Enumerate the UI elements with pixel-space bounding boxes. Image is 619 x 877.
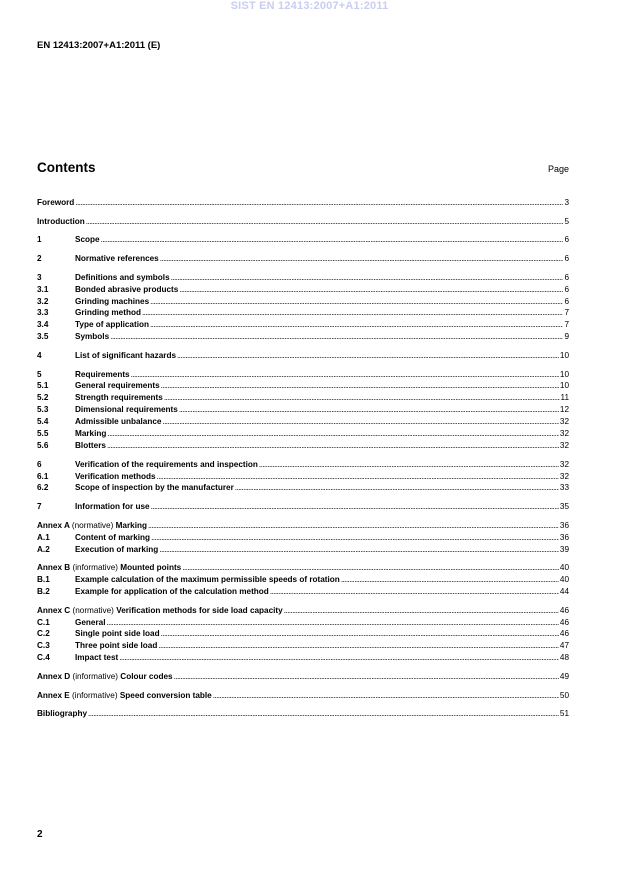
toc-entry-4[interactable]	[37, 351, 569, 363]
toc-entry-c-2[interactable]	[37, 629, 569, 641]
toc-entry-page: 51	[559, 709, 569, 719]
toc-entry-label: Single point side load	[75, 629, 160, 639]
toc-entry-page: 48	[559, 653, 569, 663]
toc-entry-page: 6	[564, 235, 569, 245]
toc-entry-number: A.1	[37, 532, 50, 542]
toc-entry-annex-b[interactable]	[37, 563, 569, 575]
toc-entry-label: Requirements	[75, 369, 130, 379]
toc-entry-number: B.1	[37, 575, 50, 585]
toc-entry-number: B.2	[37, 587, 50, 597]
document-id: EN 12413:2007+A1:2011 (E)	[37, 40, 161, 51]
toc-entry-5-6[interactable]	[37, 441, 569, 453]
toc-entry-label: Normative references	[75, 254, 159, 264]
toc-entry-a-1[interactable]	[37, 533, 569, 545]
toc-entry-3-1[interactable]	[37, 285, 569, 297]
toc-entry-label: Definitions and symbols	[75, 272, 170, 282]
toc-entry-number: 7	[37, 502, 42, 512]
toc-entry-page: 46	[559, 617, 569, 627]
toc-entry-label: Grinding machines	[75, 296, 150, 306]
toc-entry-label: Information for use	[75, 502, 150, 512]
toc-entry-number: 5.5	[37, 429, 49, 439]
toc-entry-label: Blotters	[75, 440, 106, 450]
toc-entry-label: Marking	[75, 429, 107, 439]
toc-entry-page: 33	[559, 483, 569, 493]
page-number: 2	[37, 829, 43, 840]
toc-annex-heading: Annex A (normative) Marking	[37, 520, 147, 530]
toc-entry-number: 3.3	[37, 308, 49, 318]
toc-entry-page: 35	[559, 502, 569, 512]
toc-entry-bibliography[interactable]	[37, 709, 569, 721]
toc-entry-label: Example for application of the calculation method	[75, 587, 269, 597]
toc-entry-5-1[interactable]	[37, 381, 569, 393]
toc-entry-number: 5	[37, 369, 42, 379]
toc-entry-label: Impact test	[75, 653, 119, 663]
toc-entry-3[interactable]	[37, 273, 569, 285]
toc-entry-label: Content of marking	[75, 532, 151, 542]
toc-entry-page: 6	[564, 284, 569, 294]
toc-entry-5-2[interactable]	[37, 393, 569, 405]
toc-entry-number: 1	[37, 235, 42, 245]
toc-entry-label: Bonded abrasive products	[75, 284, 179, 294]
toc-entry-page: 7	[564, 320, 569, 330]
toc-entry-5[interactable]	[37, 370, 569, 382]
toc-annex-heading: Annex B (informative) Mounted points	[37, 563, 182, 573]
toc-entry-page: 6	[564, 254, 569, 264]
toc-entry-annex-d[interactable]	[37, 672, 569, 684]
toc-entry-number: 5.3	[37, 405, 49, 415]
toc-entry-page: 10	[559, 369, 569, 379]
toc-annex-heading: Annex D (informative) Colour codes	[37, 671, 173, 681]
toc-entry-page: 3	[564, 198, 569, 207]
toc-entry-5-5[interactable]	[37, 429, 569, 441]
toc-entry-label: Scope	[75, 235, 100, 245]
toc-entry-annex-c[interactable]	[37, 606, 569, 618]
toc-entry-label: Dimensional requirements	[75, 405, 178, 415]
toc-entry-label: List of significant hazards	[75, 350, 176, 360]
toc-entry-page: 39	[559, 544, 569, 554]
toc-entry-number: 3.5	[37, 332, 49, 342]
toc-entry-page: 5	[564, 216, 569, 226]
watermark: SIST EN 12413:2007+A1:2011	[230, 0, 389, 12]
toc-entry-7[interactable]	[37, 502, 569, 514]
toc-entry-number: C.3	[37, 641, 50, 651]
toc-entry-page: 40	[559, 563, 569, 573]
toc-entry-number: 4	[37, 350, 42, 360]
toc-entry-number: 3.4	[37, 320, 49, 330]
toc-entry-label: Strength requirements	[75, 393, 163, 403]
toc-entry-label: Execution of marking	[75, 544, 159, 554]
toc-entry-3-4[interactable]	[37, 320, 569, 332]
toc-entry-page: 49	[559, 671, 569, 681]
toc-entry-page: 6	[564, 296, 569, 306]
toc-entry-foreword[interactable]	[37, 198, 569, 210]
toc-annex-heading: Annex C (normative) Verification methods for side load capacity	[37, 605, 283, 615]
toc-entry-number: 5.1	[37, 381, 49, 391]
toc-entry-page: 50	[559, 690, 569, 700]
toc-entry-number: 6	[37, 459, 42, 469]
toc-entry-b-2[interactable]	[37, 587, 569, 599]
toc-entry-annex-e[interactable]	[37, 691, 569, 703]
toc-entry-page: 40	[559, 575, 569, 585]
page-column-label: Page	[547, 164, 569, 174]
toc-entry-page: 32	[559, 417, 569, 427]
toc-entry-annex-a[interactable]	[37, 521, 569, 533]
toc-entry-5-4[interactable]	[37, 417, 569, 429]
toc-entry-page: 7	[564, 308, 569, 318]
toc-entry-page: 44	[559, 587, 569, 597]
toc-entry-b-1[interactable]	[37, 575, 569, 587]
toc-entry-page: 32	[559, 459, 569, 469]
toc-entry-number: 2	[37, 254, 42, 264]
toc-entry-page: 9	[564, 332, 569, 342]
toc-entry-label: Grinding method	[75, 308, 141, 318]
toc-entry-c-3[interactable]	[37, 641, 569, 653]
toc-entry-1[interactable]	[37, 235, 569, 247]
toc-entry-5-3[interactable]	[37, 405, 569, 417]
toc-entry-label: Verification of the requirements and inspection	[75, 459, 258, 469]
toc-entry-3-5[interactable]	[37, 332, 569, 344]
toc-entry-label: Foreword	[37, 198, 75, 207]
toc-entry-page: 12	[559, 405, 569, 415]
toc-entry-3-2[interactable]	[37, 297, 569, 309]
toc-entry-label: Admissible unbalance	[75, 417, 162, 427]
toc-entry-number: 3	[37, 272, 42, 282]
toc-entry-number: C.4	[37, 653, 50, 663]
toc-entry-page: 36	[559, 520, 569, 530]
toc-entry-6[interactable]	[37, 460, 569, 472]
toc-entry-number: 3.1	[37, 284, 49, 294]
toc-entry-number: 5.4	[37, 417, 49, 427]
table-of-contents	[37, 198, 569, 721]
toc-entry-label: Type of application	[75, 320, 149, 330]
toc-entry-number: 6.1	[37, 471, 49, 481]
toc-entry-label: Verification methods	[75, 471, 156, 481]
contents-title: Contents	[37, 160, 96, 175]
toc-entry-page: 6	[564, 272, 569, 282]
toc-entry-label: Three point side load	[75, 641, 158, 651]
toc-entry-label: General	[75, 617, 106, 627]
toc-entry-number: 5.6	[37, 440, 49, 450]
toc-entry-introduction[interactable]	[37, 217, 569, 229]
toc-entry-number: C.1	[37, 617, 50, 627]
toc-entry-label: Scope of inspection by the manufacturer	[75, 483, 234, 493]
toc-entry-c-1[interactable]	[37, 618, 569, 630]
toc-entry-page: 47	[559, 641, 569, 651]
toc-entry-page: 46	[559, 629, 569, 639]
toc-entry-number: C.2	[37, 629, 50, 639]
toc-entry-label: Bibliography	[37, 709, 88, 719]
toc-entry-page: 46	[559, 605, 569, 615]
toc-entry-label: Introduction	[37, 216, 85, 226]
toc-entry-c-4[interactable]	[37, 653, 569, 665]
toc-entry-page: 10	[559, 350, 569, 360]
toc-entry-2[interactable]	[37, 254, 569, 266]
toc-entry-6-2[interactable]	[37, 483, 569, 495]
toc-entry-3-3[interactable]	[37, 308, 569, 320]
toc-entry-label: Symbols	[75, 332, 110, 342]
toc-entry-6-1[interactable]	[37, 472, 569, 484]
toc-entry-page: 11	[560, 393, 569, 403]
toc-entry-page: 10	[559, 381, 569, 391]
toc-entry-label: Example calculation of the maximum permissible speeds of rotation	[75, 575, 340, 585]
toc-entry-page: 32	[559, 429, 569, 439]
toc-entry-a-2[interactable]	[37, 545, 569, 557]
toc-entry-page: 36	[559, 532, 569, 542]
toc-entry-number: A.2	[37, 544, 50, 554]
toc-entry-number: 3.2	[37, 296, 49, 306]
toc-entry-number: 5.2	[37, 393, 49, 403]
toc-annex-heading: Annex E (informative) Speed conversion table	[37, 690, 212, 700]
toc-entry-number: 6.2	[37, 483, 49, 493]
toc-entry-label: General requirements	[75, 381, 160, 391]
toc-entry-page: 32	[559, 440, 569, 450]
toc-entry-page: 32	[559, 471, 569, 481]
